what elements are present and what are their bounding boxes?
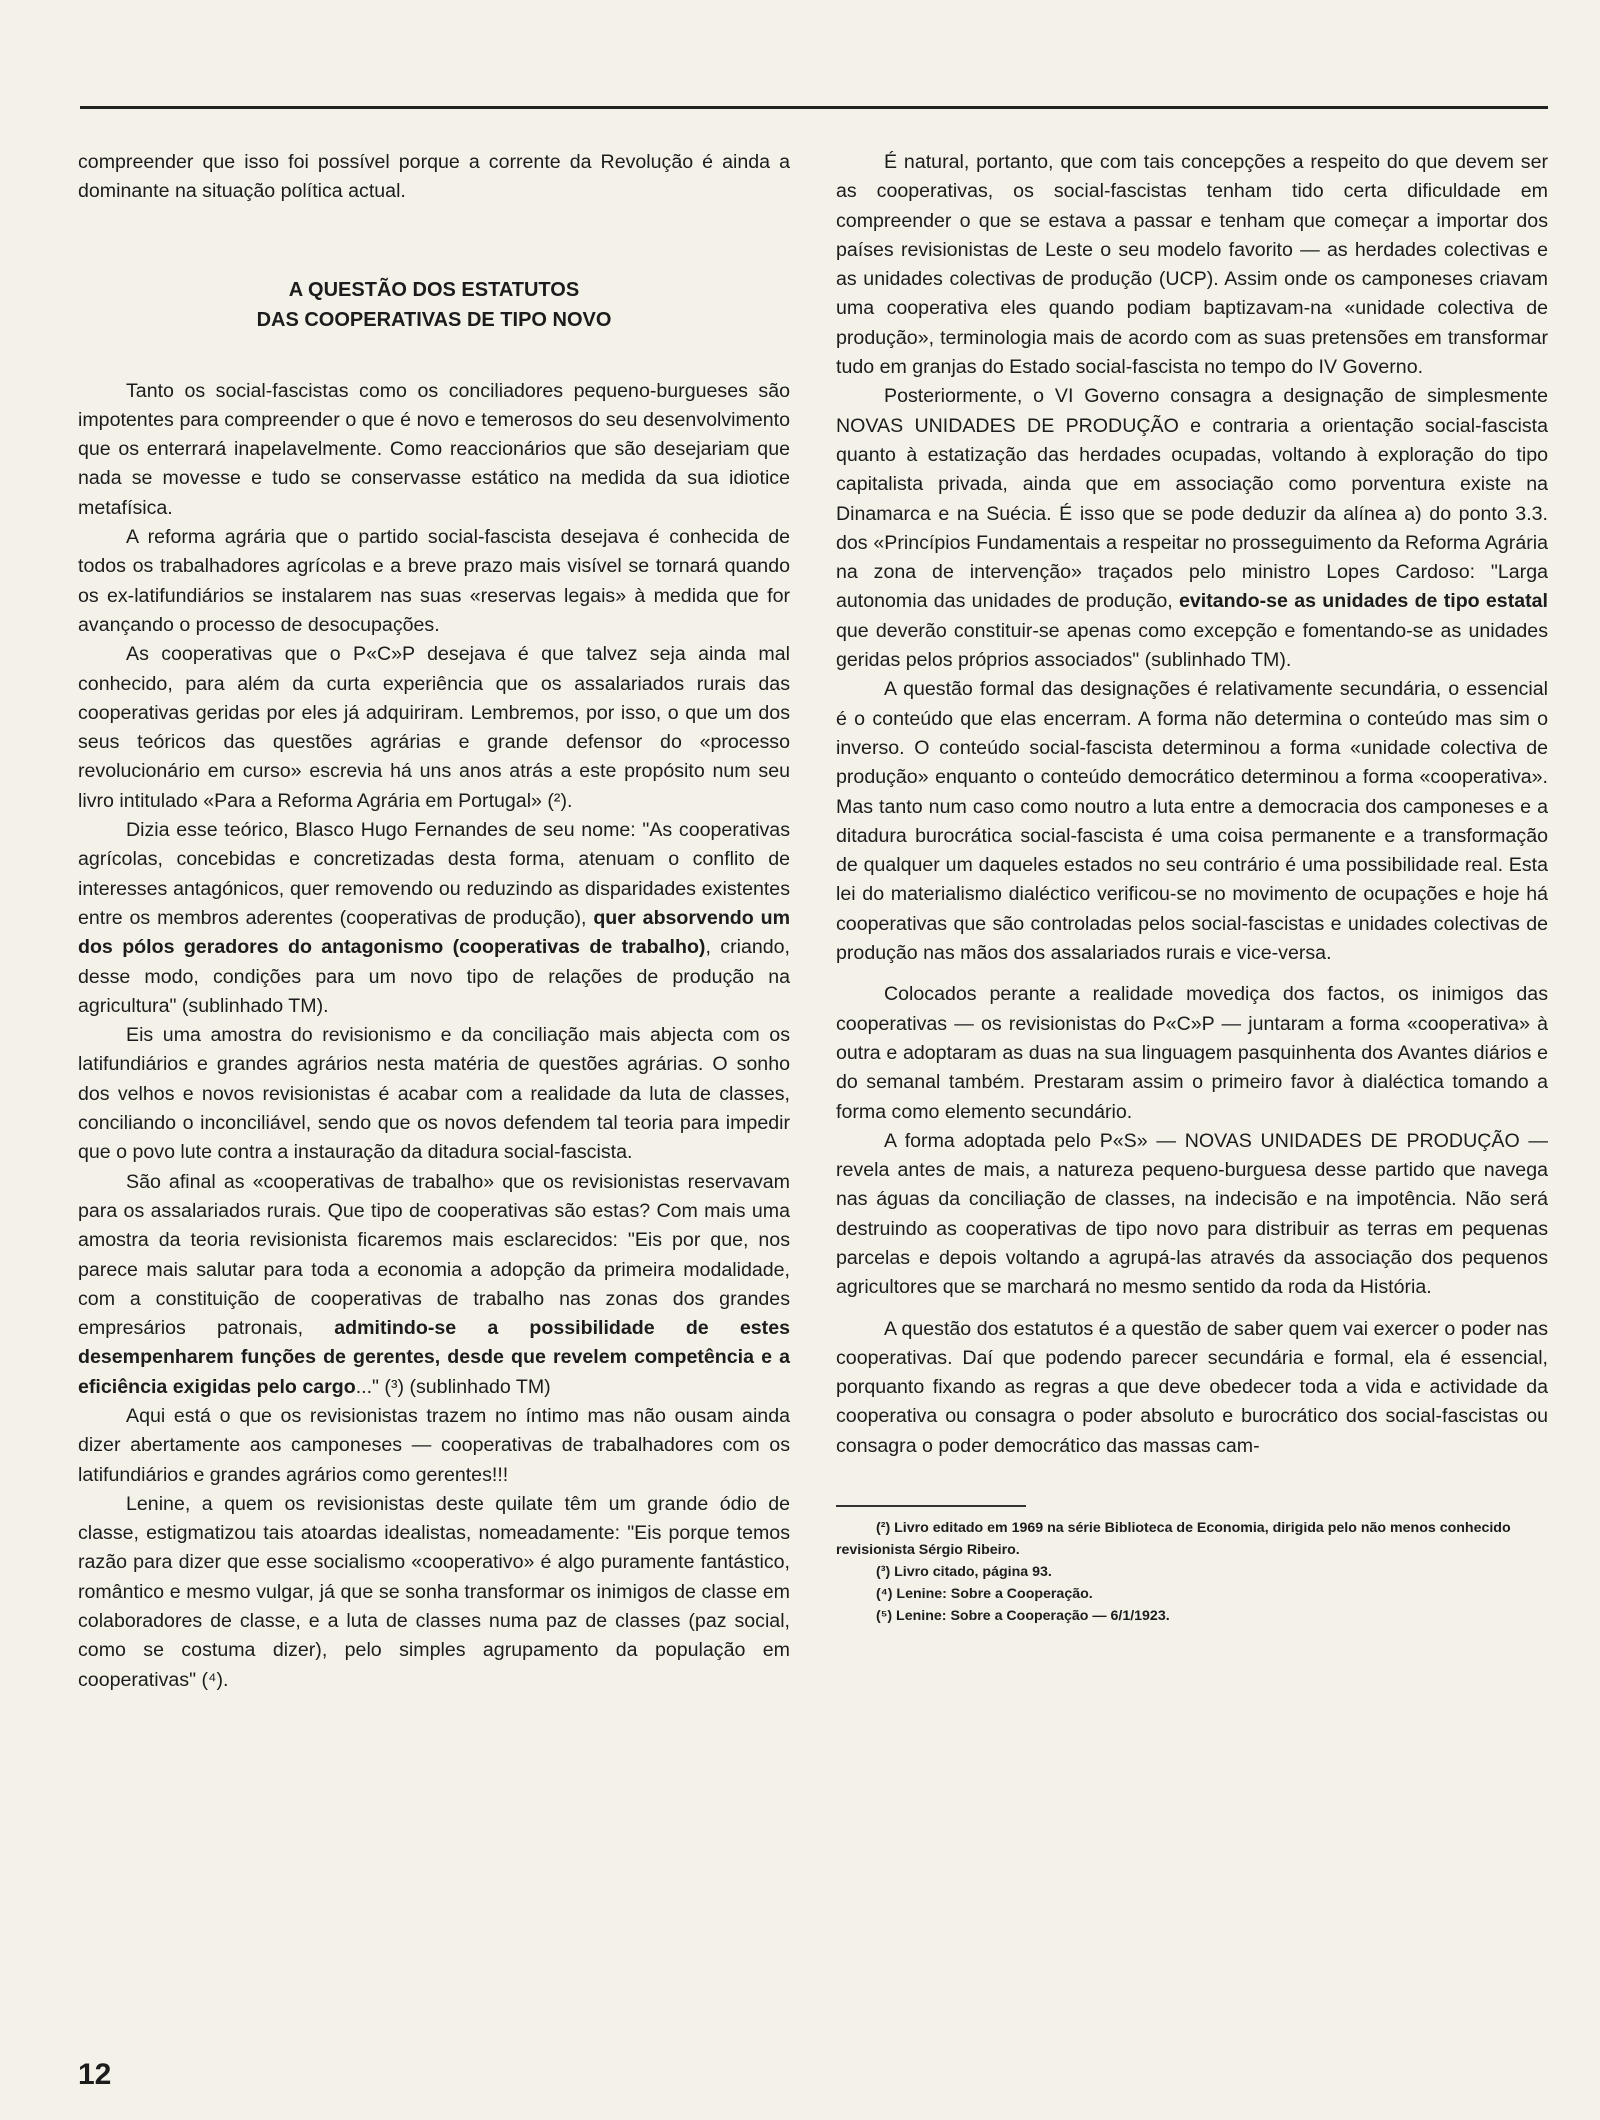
right-paragraph-5: A forma adoptada pelo P«S» — NOVAS UNIDADES DE PRODUÇÃO — revela antes de mais, a natureza pequeno-burguesa desse partido que navega nas águas da conciliação de classes, na indecisão e na impotência. Não será destruindo as cooperativas de tipo novo para distribuir as terras em pequenas parcelas e depois voltando a agrupá-las através da associação dos pequenos agricultores que se marchará no mesmo sentido da roda da História.	[836, 1129, 1548, 1299]
footnotes	[836, 1517, 1548, 1627]
left-paragraph-5: Eis uma amostra do revisionismo e da conciliação mais abjecta com os latifundiários e grandes agrários nesta matéria de questões agrárias. O sonho dos velhos e novos revisionistas é acabar com a realidade da luta de classes, conciliando o inconciliável, sendo que os novos defendem tal teoria para impedir que o povo lute contra a instauração da ditadura social-fascista.	[78, 1024, 790, 1164]
footnote-3: (³) Livro citado, página 93.	[876, 1563, 1052, 1580]
right-paragraph-1: É natural, portanto, que com tais concepções a respeito do que devem ser as cooperativas, os social-fascistas tenham tido certa dificuldade em compreender o que se estava a passar e tenham que começar a importar dos países revisionistas de Leste o seu modelo favorito — as herdades colectivas e as unidades colectivas de produção (UCP). Assim onde os camponeses criavam uma cooperativa eles quando podiam baptizavam-na «unidade colectiva de produção», terminologia mais de acordo com as suas pretensões em transformar tudo em granjas do Estado social-fascista no tempo do IV Governo.	[836, 151, 1548, 379]
left-p6-text-c: ..." (³) (sublinhado TM)	[355, 1375, 551, 1398]
right-column	[836, 148, 1548, 1627]
right-paragraph-6: A questão dos estatutos é a questão de saber quem vai exercer o poder nas cooperativas. Daí que podendo parecer secundária e formal, ela é essencial, porquanto fixando as regras a que deve obedecer toda a vida e actividade da cooperativa ou consagra o poder absoluto e burocrático dos social-fascistas ou consagra o poder democrático das massas cam-	[836, 1317, 1548, 1457]
footnote-rule	[836, 1505, 1026, 1507]
top-rule	[80, 106, 1548, 109]
left-paragraph-3: As cooperativas que o P«C»P desejava é que talvez seja ainda mal conhecido, para além da curta experiência que os assalariados rurais das cooperativas geridas por eles já adquiriram. Lembremos, por isso, o que um dos seus teóricos das questões agrárias e grande defensor do «processo revolucionário em curso» escrevia há uns anos atrás a este propósito num seu livro intitulado «Para a Reforma Agrária em Portugal» (²).	[78, 643, 790, 812]
left-p4-bold: quer absorvendo um dos pólos geradores do antagonismo (cooperativas de trabalho)	[78, 906, 790, 959]
left-paragraph-6	[78, 1168, 790, 1402]
left-intro-paragraph: compreender que isso foi possível porque a corrente da Revolução é ainda a dominante na situação política actual.	[78, 151, 790, 203]
left-paragraph-1: Tanto os social-fascistas como os conciliadores pequeno-burgueses são impotentes para compreender o que é novo e temerosos do seu desenvolvimento que os enterrará inapelavelmente. Como reaccionários que são desejariam que nada se movesse e tudo se conservasse estático na medida da sua idiotice metafísica.	[78, 379, 790, 519]
section-heading	[78, 275, 790, 335]
footnote-4: (⁴) Lenine: Sobre a Cooperação.	[876, 1585, 1093, 1602]
right-p2-text-c: que deverão constituir-se apenas como excepção e fomentando-se as unidades geridas pelos próprios associados" (sublinhado TM).	[836, 619, 1548, 672]
right-paragraph-2	[836, 382, 1548, 675]
left-p4-text-a: Dizia esse teórico, Blasco Hugo Fernandes de seu nome: "As cooperativas agrícolas, concebidas e concretizadas desta forma, atenuam o conflito de interesses antagónicos, quer removendo ou reduzindo as disparidades existentes entre os membros aderentes (cooperativas de produção),	[78, 819, 790, 929]
left-paragraph-4	[78, 816, 790, 1021]
right-p2-bold: evitando-se as unidades de tipo estatal	[1179, 590, 1548, 613]
left-paragraph-8: Lenine, a quem os revisionistas deste quilate têm um grande ódio de classe, estigmatizou tais atoardas idealistas, nomeadamente: "Eis porque temos razão para dizer que esse socialismo «cooperativo» é algo puramente fantástico, romântico e mesmo vulgar, já que se sonha transformar os inimigos de classe em colaboradores de classe, e a luta de classes numa paz de classes (paz social, como se costuma dizer), pelo simples agrupamento da população em cooperativas" (⁴).	[78, 1492, 790, 1691]
left-column	[78, 148, 790, 1695]
right-p2-text-a: Posteriormente, o VI Governo consagra a designação de simplesmente NOVAS UNIDADES DE PRODUÇÃO e contraria a orientação social-fascista quanto à estatização das herdades ocupadas, voltando à exploração do tipo capitalista privada, ainda que em associação como porventura existe na Dinamarca e na Suécia. É isso que se pode deduzir da alínea a) do ponto 3.3. dos «Princípios Fundamentais a respeitar no prosseguimento da Reforma Agrária na zona de intervenção» traçados pelo ministro Lopes Cardoso: "Larga autonomia das unidades de produção,	[836, 385, 1548, 613]
left-p4-text-c: , criando, desse modo, condições para um novo tipo de relações de produção na agricultura" (sublinhado TM).	[78, 936, 790, 1017]
left-paragraph-2: A reforma agrária que o partido social-fascista desejava é conhecida de todos os trabalhadores agrícolas e a breve prazo mais visível se tornará quando os ex-latifundiários se instalarem nas suas «reservas legais» à medida que for avançando o processo de desocupações.	[78, 526, 790, 636]
section-heading-line-2: DAS COOPERATIVAS DE TIPO NOVO	[256, 308, 612, 331]
left-paragraph-7: Aqui está o que os revisionistas trazem no íntimo mas não ousam ainda dizer abertamente aos camponeses — cooperativas de trabalhadores com os latifundiários e grandes agrários como gerentes!!!	[78, 1404, 790, 1486]
section-heading-line-1: A QUESTÃO DOS ESTATUTOS	[288, 278, 580, 301]
right-paragraph-4: Colocados perante a realidade movediça dos factos, os inimigos das cooperativas — os revisionistas do P«C»P — juntaram a forma «cooperativa» à outra e adoptaram as duas na sua linguagem pasquinhenta dos Avantes diários e do semanal também. Prestaram assim o primeiro favor à dialéctica tomando a forma como elemento secundário.	[836, 983, 1548, 1123]
footnote-2: (²) Livro editado em 1969 na série Biblioteca de Economia, dirigida pelo não menos conhecido revisionista Sérgio Ribeiro.	[836, 1519, 1511, 1558]
left-p6-text-a: São afinal as «cooperativas de trabalho» que os revisionistas reservavam para os assalariados rurais. Que tipo de cooperativas são estas? Com mais uma amostra da teoria revisionista ficaremos mais esclarecidos: "Eis por que, nos parece mais salutar para toda a economia a adopção da primeira modalidade, com a constituição de cooperativas de trabalho nas zonas dos grandes empresários patronais,	[78, 1170, 790, 1340]
right-paragraph-3: A questão formal das designações é relativamente secundária, o essencial é o conteúdo que elas encerram. A forma não determina o conteúdo mas sim o inverso. O conteúdo social-fascista determinou a forma «unidade colectiva de produção» enquanto o conteúdo democrático determinou a forma «cooperativa». Mas tanto num caso como noutro a luta entre a democracia dos camponeses e a ditadura burocrática social-fascista é uma coisa permanente e a transformação de qualquer um daqueles estados no seu contrário é uma possibilidade real. Esta lei do materialismo dialéctico verificou-se no movimento de ocupações e hoje há cooperativas que são controladas pelos social-fascistas e unidades colectivas de produção nas mãos dos assalariados rurais e vice-versa.	[836, 678, 1548, 965]
left-p6-bold: admitindo-se a possibilidade de estes desempenharem funções de gerentes, desde que revelem competência e a eficiência exigidas pelo cargo	[78, 1317, 790, 1398]
page-number: 12	[78, 2058, 112, 2091]
footnote-5: (⁵) Lenine: Sobre a Cooperação — 6/1/1923.	[876, 1607, 1170, 1624]
